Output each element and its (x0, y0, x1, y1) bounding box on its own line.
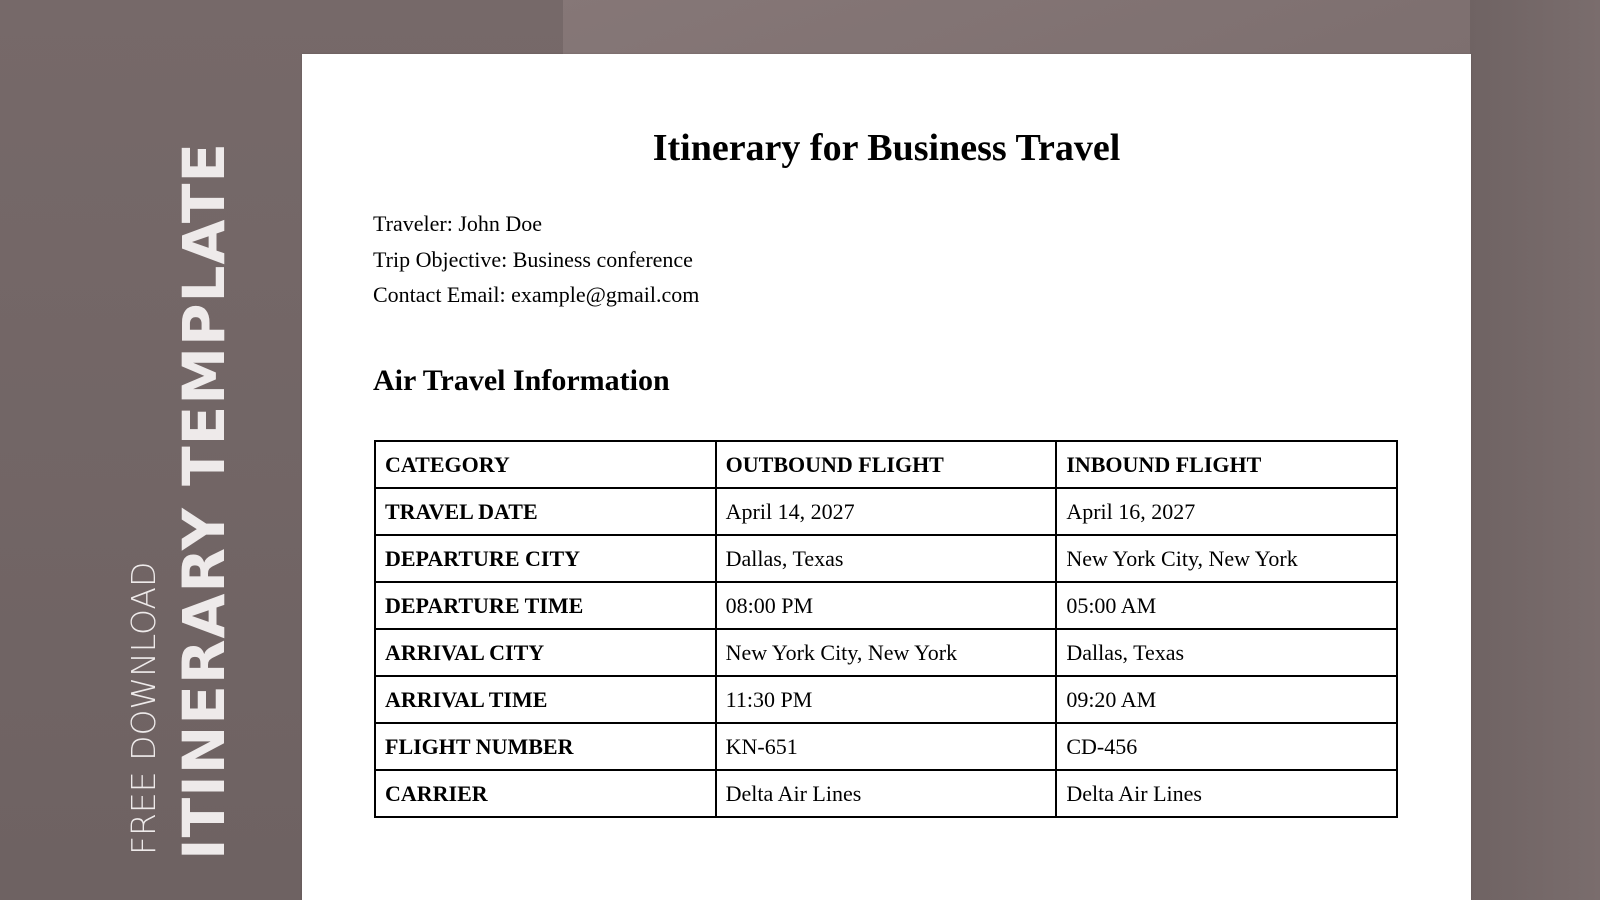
table-row (375, 676, 1397, 723)
row-outbound: KN-651 (716, 723, 1057, 770)
table-row (375, 535, 1397, 582)
row-inbound: 09:20 AM (1056, 676, 1397, 723)
table-row (375, 770, 1397, 817)
right-background-gradient (1470, 0, 1600, 900)
row-inbound: New York City, New York (1056, 535, 1397, 582)
row-category: CARRIER (375, 770, 716, 817)
banner-title: ITINERARY TEMPLATE (170, 141, 238, 860)
row-category: DEPARTURE TIME (375, 582, 716, 629)
row-inbound: 05:00 AM (1056, 582, 1397, 629)
row-outbound: New York City, New York (716, 629, 1057, 676)
header-outbound: OUTBOUND FLIGHT (716, 441, 1057, 488)
table-row (375, 629, 1397, 676)
row-category: DEPARTURE CITY (375, 535, 716, 582)
trip-meta (373, 206, 699, 313)
row-outbound: 11:30 PM (716, 676, 1057, 723)
row-inbound: Delta Air Lines (1056, 770, 1397, 817)
document-title: Itinerary for Business Travel (652, 127, 1121, 169)
section-heading: Air Travel Information (373, 364, 670, 397)
row-category: FLIGHT NUMBER (375, 723, 716, 770)
row-outbound: Dallas, Texas (716, 535, 1057, 582)
row-inbound: April 16, 2027 (1056, 488, 1397, 535)
header-inbound: INBOUND FLIGHT (1056, 441, 1397, 488)
row-inbound: Dallas, Texas (1056, 629, 1397, 676)
email-line: Contact Email: example@gmail.com (373, 282, 700, 307)
traveler-line: Traveler: John Doe (373, 211, 543, 236)
row-outbound: 08:00 PM (716, 582, 1057, 629)
header-category: CATEGORY (375, 441, 716, 488)
row-outbound: Delta Air Lines (716, 770, 1057, 817)
banner-subtitle: FREE DOWNLOAD (124, 561, 163, 855)
row-outbound: April 14, 2027 (716, 488, 1057, 535)
row-category: TRAVEL DATE (375, 488, 716, 535)
row-inbound: CD-456 (1056, 723, 1397, 770)
table-header-row (375, 441, 1397, 488)
table-row (375, 723, 1397, 770)
row-category: ARRIVAL CITY (375, 629, 716, 676)
objective-line: Trip Objective: Business conference (373, 246, 693, 272)
row-category: ARRIVAL TIME (375, 676, 716, 723)
document-page (302, 54, 1471, 900)
table-row (375, 488, 1397, 535)
air-travel-table (374, 440, 1398, 818)
table-row (375, 582, 1397, 629)
